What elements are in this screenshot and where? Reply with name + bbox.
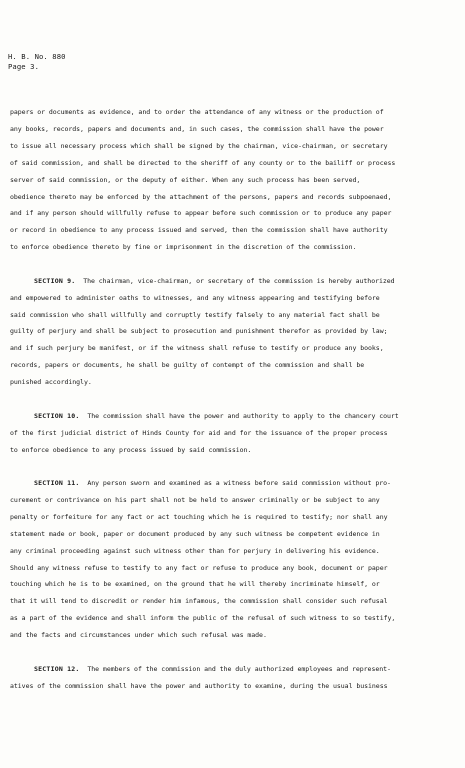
text-line — [10, 408, 458, 425]
text-line: and if such perjury be manifest, or if the witness shall refuse to testify or produce any books, — [10, 344, 384, 353]
text-line: of the first judicial district of Hinds County for aid and for the issuance of the proper process — [10, 428, 388, 437]
text-line: that it will tend to discredit or render him infamous, the commission shall consider such refusal — [10, 597, 388, 606]
text-line: to enforce obedience to any process issued by said commission. — [10, 445, 252, 454]
section-label: SECTION 10. — [34, 411, 80, 420]
page-header — [8, 52, 66, 72]
paragraph-continuation — [10, 104, 458, 256]
text-line: Should any witness refuse to testify to any fact or refuse to produce any book, document or paper — [10, 563, 388, 572]
text-line: said commission who shall willfully and corruptly testify falsely to any material fact shall be — [10, 310, 380, 319]
section-label: SECTION 11. — [34, 479, 80, 487]
text-fragment: The chairman, vice-chairman, or secretary of the commission is hereby authorized — [83, 276, 395, 285]
section-label: SECTION 12. — [34, 664, 80, 673]
text-fragment: The members of the commission and the duly authorized employees and represent- — [87, 664, 391, 673]
bill-number: H. B. No. 880 — [8, 52, 66, 61]
text-line: or record in obedience to any process issued and served, then the commission shall have authority — [10, 226, 388, 235]
text-line: and if any person should willfully refuse to appear before such commission or to produce any paper — [10, 209, 392, 218]
text-line: atives of the commission shall have the power and authority to examine, during the usual business — [10, 681, 388, 690]
section-9 — [10, 273, 458, 391]
text-line: of said commission, and shall be directed to the sheriff of any county or to the bailiff or process — [10, 158, 396, 167]
text-line: guilty of perjury and shall be subject to prosecution and punishment therefor as provided by law; — [10, 327, 388, 336]
text-line: as a part of the evidence and shall inform the public of the refusal of such witness to so testify, — [10, 614, 396, 623]
text-line: touching which he is to be examined, on the ground that he will thereby incriminate himself, or — [10, 580, 380, 589]
document-body — [10, 104, 458, 711]
text-line: to enforce obedience thereto by fine or imprisonment in the discretion of the commission. — [10, 243, 357, 252]
text-line: records, papers or documents, he shall be guilty of contempt of the commission and shall be — [10, 361, 365, 370]
text-line: penalty or forfeiture for any fact or act touching which he is required to testify; nor shall any — [10, 512, 388, 521]
text-line: curement or contrivance on his part shall not be held to answer criminally or be subject to any — [10, 495, 380, 504]
text-line — [10, 273, 458, 290]
text-line: and the facts and circumstances under which such refusal was made. — [10, 631, 267, 640]
text-line: any criminal proceeding against such witness other than for perjury in delivering his evidence. — [10, 546, 380, 555]
text-fragment: The commission shall have the power and authority to apply to the chancery court — [87, 411, 399, 420]
text-line: obedience thereto may be enforced by the attachment of the persons, papers and records subpoenaed, — [10, 192, 392, 201]
text-line: statement made or book, paper or document produced by any such witness be competent evidence in — [10, 529, 380, 538]
section-11 — [10, 475, 458, 644]
section-12 — [10, 661, 458, 695]
section-10 — [10, 408, 458, 459]
section-label: SECTION 9. — [34, 276, 76, 285]
text-line: and empowered to administer oaths to witnesses, and any witness appearing and testifying before — [10, 293, 380, 302]
text-line — [10, 475, 458, 492]
text-fragment: Any person sworn and examined as a witness before said commission without pro- — [87, 479, 391, 487]
text-line: server of said commission, or the deputy of either. When any such process has been served, — [10, 175, 361, 184]
page-number: Page 3. — [8, 62, 39, 71]
text-line: to issue all necessary process which shall be signed by the chairman, vice-chairman, or secretary — [10, 141, 388, 150]
text-line — [10, 661, 458, 678]
text-line: punished accordingly. — [10, 378, 92, 387]
text-line: any books, records, papers and documents and, in such cases, the commission shall have the power — [10, 124, 384, 133]
text-line: papers or documents as evidence, and to order the attendance of any witness or the production of — [10, 108, 384, 116]
